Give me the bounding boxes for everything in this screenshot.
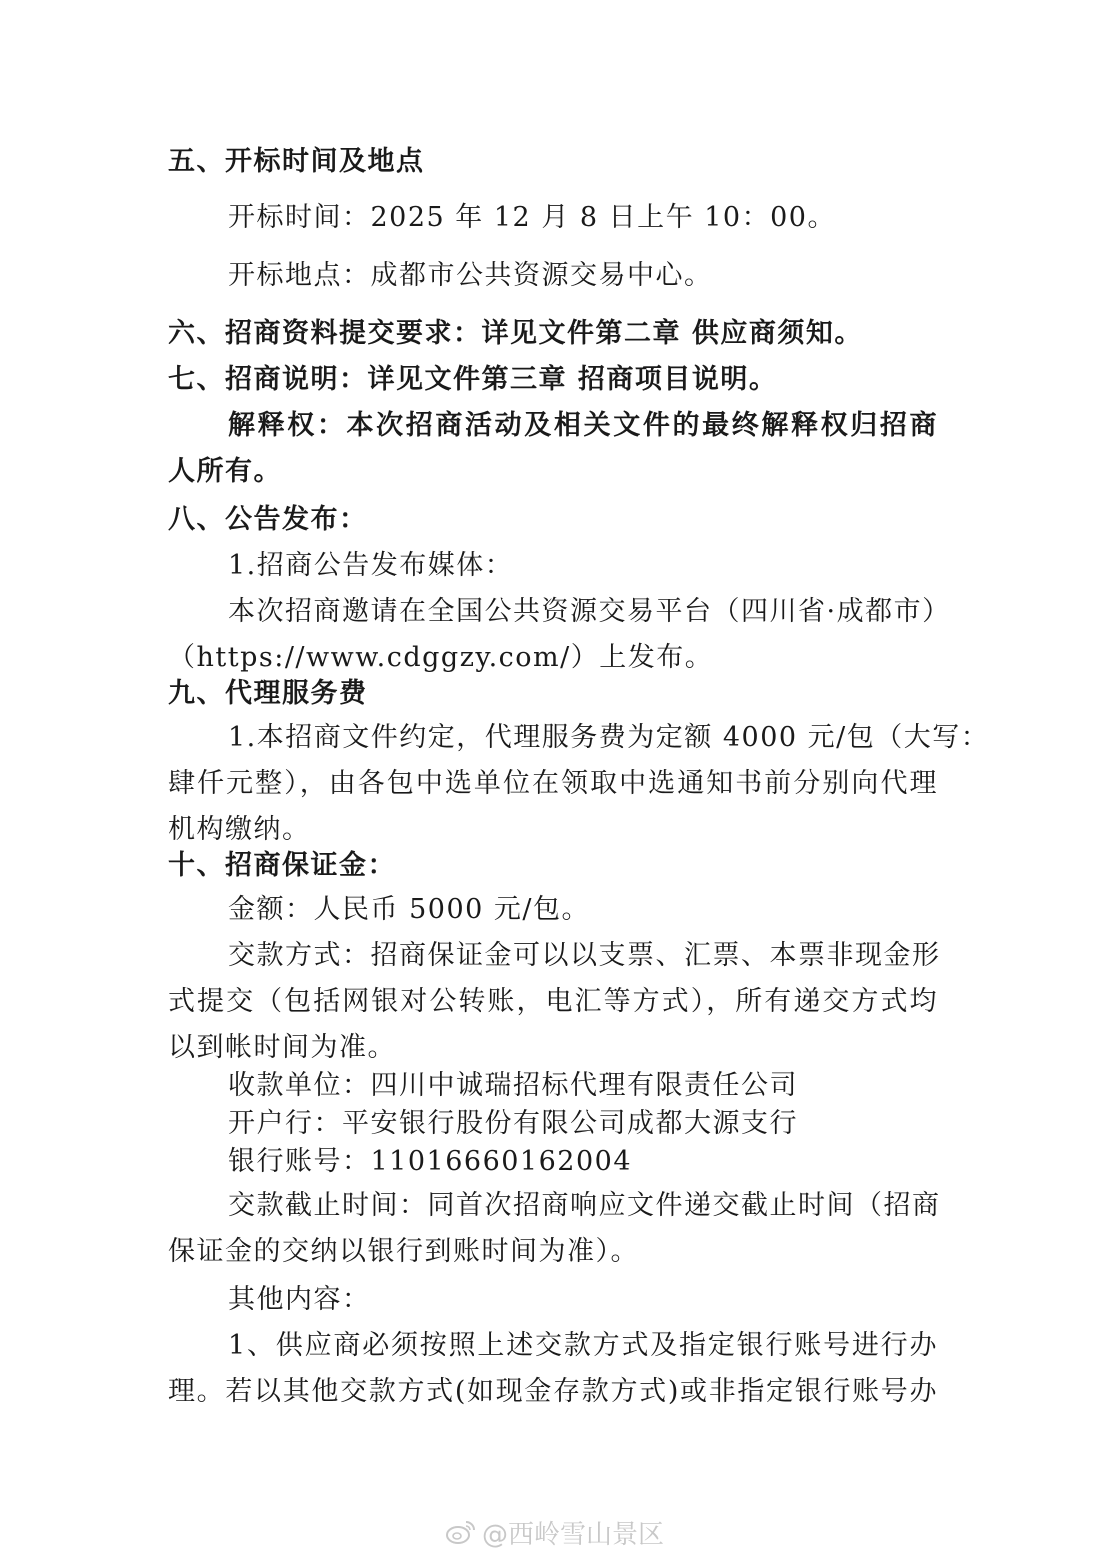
interpretation-rights-line-1: 解释权：本次招商活动及相关文件的最终解释权归招商 — [228, 410, 938, 441]
section-7-heading: 七、招商说明：详见文件第三章 招商项目说明。 — [168, 364, 778, 395]
payee-name: 收款单位：四川中诚瑞招标代理有限责任公司 — [228, 1070, 798, 1101]
payment-method-line-2: 式提交（包括网银对公转账，电汇等方式），所有递交方式均 — [168, 986, 938, 1017]
announcement-text-line-1: 本次招商邀请在全国公共资源交易平台（四川省·成都市） — [228, 596, 951, 627]
weibo-icon — [446, 1519, 476, 1545]
announcement-text-line-2: （https://www.cdggzy.com/）上发布。 — [168, 642, 714, 673]
bank-name: 开户行：平安银行股份有限公司成都大源支行 — [228, 1108, 798, 1139]
interpretation-rights-line-2: 人所有。 — [168, 456, 282, 487]
bank-account: 银行账号：11016660162004 — [228, 1146, 632, 1177]
agency-fee-line-3: 机构缴纳。 — [168, 814, 311, 845]
payment-deadline-line-1: 交款截止时间：同首次招商响应文件递交截止时间（招商 — [228, 1190, 941, 1221]
other-content-heading: 其他内容： — [228, 1284, 371, 1315]
announcement-media-item: 1.招商公告发布媒体： — [228, 550, 514, 581]
payment-method-line-3: 以到帐时间为准。 — [168, 1032, 396, 1063]
other-content-item-1-line-2: 理。若以其他交款方式(如现金存款方式)或非指定银行账号办 — [168, 1376, 938, 1407]
section-9-heading: 九、代理服务费 — [168, 678, 368, 709]
section-10-heading: 十、招商保证金： — [168, 850, 396, 881]
section-8-heading: 八、公告发布： — [168, 504, 368, 535]
deposit-amount: 金额：人民币 5000 元/包。 — [228, 894, 590, 925]
watermark — [446, 1512, 664, 1552]
other-content-item-1-line-1: 1、供应商必须按照上述交款方式及指定银行账号进行办 — [228, 1330, 938, 1361]
payment-deadline-line-2: 保证金的交纳以银行到账时间为准）。 — [168, 1236, 639, 1267]
bid-opening-place: 开标地点：成都市公共资源交易中心。 — [228, 260, 713, 291]
section-5-heading: 五、开标时间及地点 — [168, 146, 425, 177]
payment-method-line-1: 交款方式：招商保证金可以以支票、汇票、本票非现金形 — [228, 940, 941, 971]
watermark-text: @西岭雪山景区 — [482, 1519, 665, 1550]
bid-opening-time: 开标时间：2025 年 12 月 8 日上午 10：00。 — [228, 202, 836, 233]
agency-fee-line-2: 肆仟元整），由各包中选单位在领取中选通知书前分别向代理 — [168, 768, 938, 799]
agency-fee-line-1: 1.本招商文件约定，代理服务费为定额 4000 元/包（大写： — [228, 722, 990, 753]
section-6-heading: 六、招商资料提交要求：详见文件第二章 供应商须知。 — [168, 318, 863, 349]
